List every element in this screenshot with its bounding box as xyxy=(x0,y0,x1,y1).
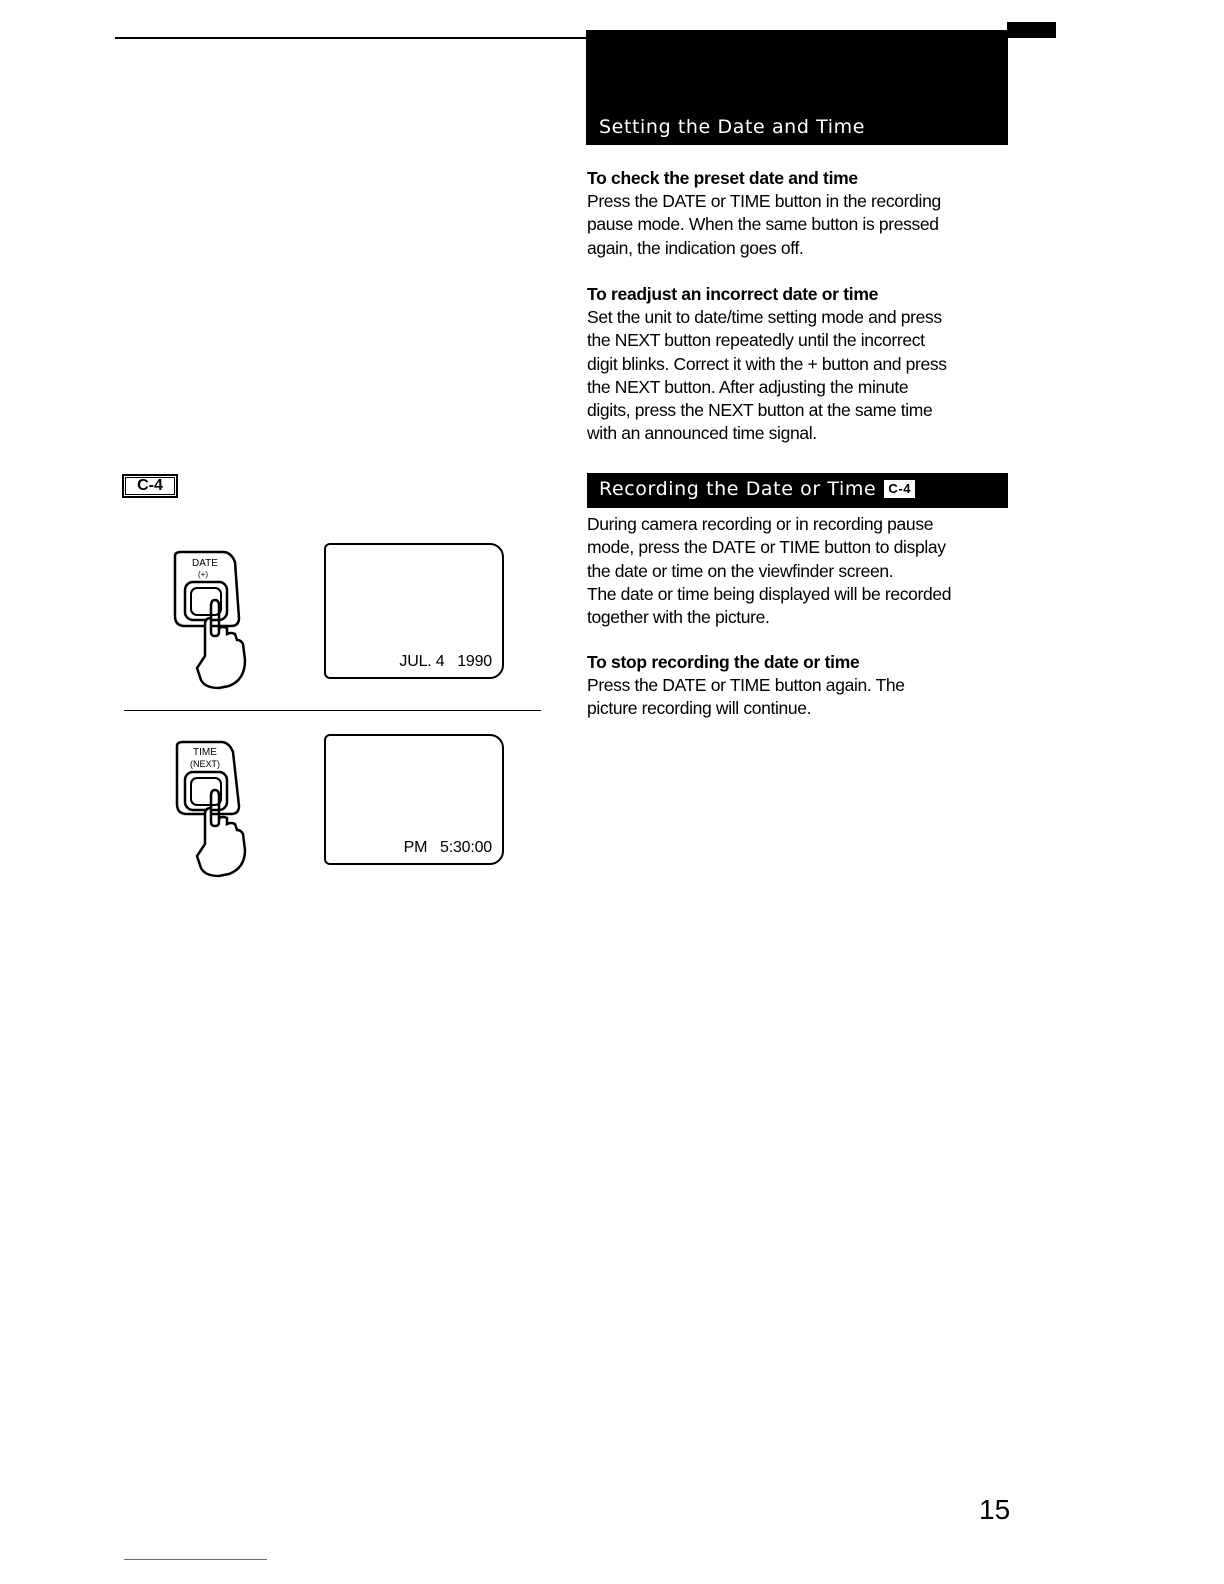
body-line: The date or time being displayed will be recorded xyxy=(587,583,952,604)
recording-title xyxy=(599,478,915,500)
body-line: picture recording will continue. xyxy=(587,698,812,719)
time-button-illustration xyxy=(165,740,265,880)
figure-divider xyxy=(124,710,541,711)
time-key-sublabel: (NEXT) xyxy=(190,759,220,769)
body-line: again, the indication goes off. xyxy=(587,237,804,258)
viewfinder-time-screen xyxy=(324,734,504,865)
finger-press-icon xyxy=(165,548,265,693)
readjust-section xyxy=(587,283,1007,446)
recording-title-text: Recording the Date or Time xyxy=(599,478,877,500)
readjust-body xyxy=(587,306,1007,446)
figure-badge: C-4 xyxy=(122,474,178,498)
section-title: Setting the Date and Time xyxy=(599,116,866,138)
body-line: with an announced time signal. xyxy=(587,423,817,444)
date-key-sublabel: (+) xyxy=(198,570,208,579)
body-line: Press the DATE or TIME button again. The xyxy=(587,675,905,695)
finger-press-icon xyxy=(165,740,265,880)
date-key-label: DATE xyxy=(192,558,218,569)
date-button-illustration xyxy=(165,548,265,693)
body-line: the date or time on the viewfinder screen. xyxy=(587,560,894,581)
body-line: digit blinks. Correct it with the + button and press xyxy=(587,353,947,374)
time-key-label: TIME xyxy=(193,747,217,758)
bottom-rule xyxy=(124,1559,267,1560)
body-line: together with the picture. xyxy=(587,607,770,628)
stop-heading: To stop recording the date or time xyxy=(587,652,860,672)
time-readout: PM 5:30:00 xyxy=(403,839,492,856)
body-line: the NEXT button repeatedly until the incorrect xyxy=(587,330,925,351)
check-date-time-section xyxy=(587,167,1007,260)
recording-body xyxy=(587,513,1007,629)
viewfinder-date-screen xyxy=(324,543,504,679)
body-line: pause mode. When the same button is pressed xyxy=(587,214,939,235)
recording-section xyxy=(587,513,1007,629)
top-tab-marker xyxy=(1007,22,1056,38)
stop-body xyxy=(587,674,1007,721)
body-line: Press the DATE or TIME button in the recording xyxy=(587,191,941,211)
date-readout: JUL. 4 1990 xyxy=(399,653,492,670)
recording-header-band xyxy=(587,473,1008,508)
check-body xyxy=(587,190,1007,260)
readjust-heading: To readjust an incorrect date or time xyxy=(587,284,879,304)
body-line: During camera recording or in recording pause xyxy=(587,514,934,534)
body-line: mode, press the DATE or TIME button to display xyxy=(587,537,946,558)
body-line: Set the unit to date/time setting mode and press xyxy=(587,307,942,327)
body-line: the NEXT button. After adjusting the minute xyxy=(587,376,909,397)
check-heading: To check the preset date and time xyxy=(587,168,858,188)
page-number: 15 xyxy=(979,1494,1011,1525)
stop-recording-section xyxy=(587,651,1007,721)
top-rule xyxy=(115,37,586,39)
section-header-band xyxy=(586,30,1008,145)
body-line: digits, press the NEXT button at the same time xyxy=(587,400,933,421)
figure-ref-badge: C-4 xyxy=(884,480,915,498)
